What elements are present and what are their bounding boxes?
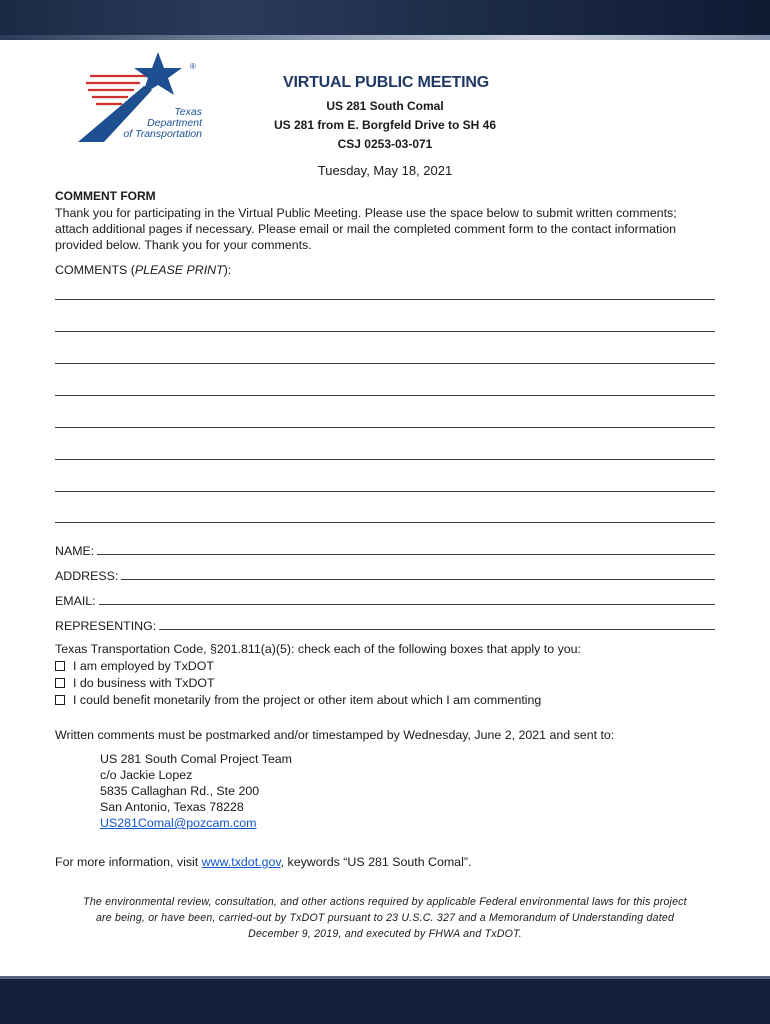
comment-line[interactable] [55, 522, 715, 523]
address-line: US 281 South Comal Project Team [100, 752, 292, 766]
footnote-line: December 9, 2019, and executed by FHWA and TxDOT. [248, 928, 522, 940]
checkbox-benefit[interactable] [55, 695, 65, 705]
comment-line[interactable] [55, 395, 715, 396]
comment-line[interactable] [55, 491, 715, 492]
comment-line[interactable] [55, 459, 715, 460]
logo-text-line: Department [147, 117, 202, 129]
comment-line[interactable] [55, 427, 715, 428]
subtitle-csj: CSJ 0253-03-071 [337, 137, 433, 151]
bottom-banner-stripe [0, 976, 770, 979]
footnote-line: are being, or have been, carried-out by TxDOT pursuant to 23 U.S.C. 327 and a Memorandum of Understanding dated [95, 912, 675, 924]
txdot-link[interactable]: www.txdot.gov [201, 855, 281, 869]
name-field[interactable] [55, 540, 715, 558]
checkbox-business[interactable] [55, 678, 65, 688]
comments-label: COMMENTS (PLEASE PRINT): [55, 263, 232, 277]
checkbox-row[interactable] [55, 659, 214, 673]
top-banner [0, 0, 770, 40]
checkbox-label: I am employed by TxDOT [73, 659, 214, 673]
subtitle-limits: US 281 from E. Borgfeld Drive to SH 46 [273, 118, 497, 132]
form-heading: COMMENT FORM [55, 189, 156, 203]
comment-line[interactable] [55, 299, 715, 300]
footnote-line: The environmental review, consultation, and other actions required by applicable Federal environmental laws for this project [83, 896, 687, 908]
subtitle-project: US 281 South Comal [326, 99, 444, 113]
intro-line-1: Thank you for participating in the Virtual Public Meeting. Please use the space below to submit written comments; [55, 206, 677, 220]
bottom-banner [0, 976, 770, 1024]
checkbox-row[interactable] [55, 676, 215, 690]
representing-label: REPRESENTING: [55, 619, 157, 633]
page-title: VIRTUAL PUBLIC MEETING [283, 74, 489, 91]
name-input-line[interactable] [97, 554, 715, 555]
registered-mark: ® [190, 62, 196, 71]
logo-text-line: of Transportation [123, 128, 202, 140]
representing-field[interactable] [55, 615, 715, 633]
representing-input-line[interactable] [159, 629, 715, 630]
contact-email-link[interactable]: US281Comal@pozcam.com [100, 816, 257, 830]
address-line: c/o Jackie Lopez [100, 768, 193, 782]
email-input-line[interactable] [99, 604, 715, 605]
checkbox-label: I do business with TxDOT [73, 676, 215, 690]
intro-line-3: provided below. Thank you for your comments. [55, 238, 312, 252]
email-field[interactable] [55, 590, 715, 608]
checkbox-row[interactable] [55, 693, 541, 707]
address-line: San Antonio, Texas 78228 [100, 800, 244, 814]
address-label: ADDRESS: [55, 569, 119, 583]
checkbox-employed[interactable] [55, 661, 65, 671]
address-line: 5835 Callaghan Rd., Ste 200 [100, 784, 260, 798]
logo-text [112, 107, 202, 140]
footnote [50, 894, 720, 942]
comment-line[interactable] [55, 331, 715, 332]
meeting-date: Tuesday, May 18, 2021 [317, 163, 453, 178]
deadline-text: Written comments must be postmarked and/or timestamped by Wednesday, June 2, 2021 and sent to: [55, 728, 615, 742]
top-banner-stripe [0, 35, 770, 40]
checkbox-label: I could benefit monetarily from the project or other item about which I am commenting [73, 693, 542, 707]
intro-line-2: attach additional pages if necessary. Please email or mail the completed comment form to the contact information [55, 222, 676, 236]
address-input-line[interactable] [121, 579, 715, 580]
email-label: EMAIL: [55, 594, 96, 608]
name-label: NAME: [55, 544, 95, 558]
code-text: Texas Transportation Code, §201.811(a)(5): check each of the following boxes that apply to you: [55, 642, 581, 656]
address-field[interactable] [55, 565, 715, 583]
logo-text-line: Texas [174, 106, 202, 118]
more-info: For more information, visit www.txdot.gov, keywords “US 281 South Comal”. [55, 855, 472, 869]
comment-line[interactable] [55, 363, 715, 364]
